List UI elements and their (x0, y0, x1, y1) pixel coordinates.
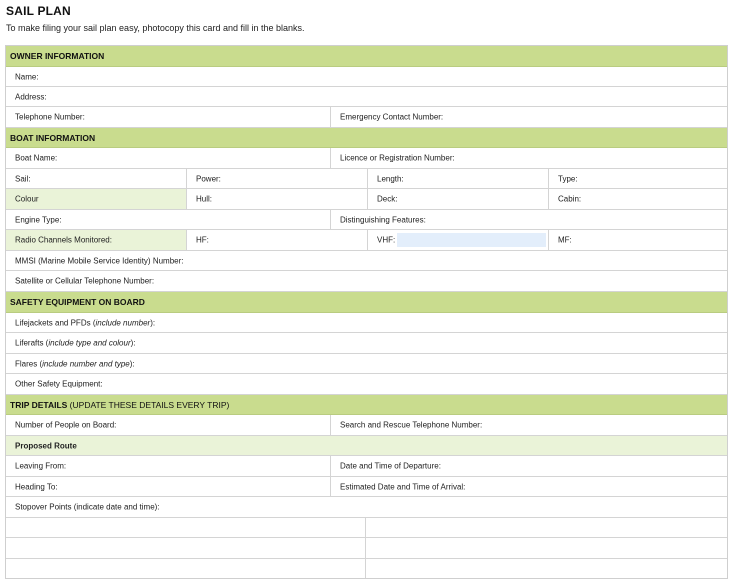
radio-channels-label: Radio Channels Monitored: (15, 235, 112, 245)
owner-name-field[interactable] (6, 67, 727, 87)
other-safety-field[interactable] (6, 374, 727, 395)
distinguishing-features-field[interactable] (330, 210, 727, 229)
vhf-input[interactable] (397, 233, 546, 247)
boat-name-field[interactable] (6, 148, 330, 168)
liferafts-label (15, 339, 136, 348)
boat-name-label: Boat Name: (15, 153, 58, 163)
heading-to-field[interactable] (6, 477, 330, 496)
hull-label: Hull: (196, 194, 213, 204)
leaving-from-label: Leaving From: (15, 461, 67, 471)
page-title: SAIL PLAN (6, 4, 71, 18)
departure-label: Date and Time of Departure: (340, 461, 441, 471)
flares-note: include number and type (42, 359, 130, 368)
stopover-blank-cell[interactable] (6, 538, 365, 558)
licence-field[interactable] (330, 148, 727, 168)
colour-label-cell (6, 189, 186, 209)
boat-information-title: BOAT INFORMATION (10, 132, 96, 143)
stopover-label: Stopover Points (indicate date and time): (15, 502, 160, 512)
hf-label: HF: (196, 235, 209, 245)
lifejackets-end: ): (150, 318, 156, 327)
colour-label: Colour (15, 194, 39, 204)
owner-telephone-row (6, 107, 727, 128)
stopover-blank-cell[interactable] (6, 518, 365, 537)
departure-field[interactable] (330, 456, 727, 476)
boat-name-row (6, 148, 727, 169)
sar-telephone-label: Search and Rescue Telephone Number: (340, 420, 483, 430)
engine-row (6, 210, 727, 230)
leaving-row (6, 456, 727, 477)
lifejackets-label (15, 318, 155, 327)
power-label: Power: (196, 174, 221, 183)
licence-label: Licence or Registration Number: (340, 153, 455, 163)
owner-address-field[interactable] (6, 87, 727, 107)
leaving-from-field[interactable] (6, 456, 330, 476)
deck-field[interactable] (367, 189, 548, 209)
flares-label (15, 359, 135, 368)
hf-field[interactable] (186, 230, 367, 250)
stopover-blank-row (6, 538, 727, 559)
deck-label: Deck: (377, 194, 398, 204)
flares-end: ): (129, 359, 135, 368)
lifejackets-note: include number (95, 318, 151, 327)
type-field[interactable] (548, 169, 727, 188)
proposed-route-label: Proposed Route (15, 441, 77, 450)
mmsi-label: MMSI (Marine Mobile Service Identity) Number: (15, 256, 184, 265)
liferafts-end: ): (130, 338, 136, 348)
safety-equipment-title: SAFETY EQUIPMENT ON BOARD (10, 297, 145, 307)
lifejackets-text: Lifejackets and PFDs ( (15, 318, 96, 327)
mf-label: MF: (558, 235, 572, 245)
cabin-field[interactable] (548, 189, 727, 209)
radio-row (6, 230, 727, 251)
flares-field[interactable] (6, 354, 727, 374)
mf-field[interactable] (548, 230, 727, 250)
trip-details-title (10, 400, 229, 410)
mmsi-field[interactable] (6, 251, 727, 271)
cabin-label: Cabin: (558, 194, 582, 204)
sail-label: Sail: (15, 174, 31, 183)
distinguishing-features-label: Distinguishing Features: (340, 215, 426, 224)
satellite-phone-field[interactable] (6, 271, 727, 292)
owner-information-title: OWNER INFORMATION (10, 51, 105, 61)
liferafts-text: Liferafts ( (15, 338, 49, 348)
owner-address-label: Address: (15, 92, 47, 101)
liferafts-note: include type and colour (48, 338, 131, 348)
owner-name-label: Name: (15, 72, 39, 81)
radio-channels-label-cell (6, 230, 186, 250)
length-field[interactable] (367, 169, 548, 188)
sail-field[interactable] (6, 169, 186, 188)
sail-plan-form (5, 45, 728, 579)
emergency-contact-field[interactable] (330, 107, 727, 127)
engine-type-field[interactable] (6, 210, 330, 229)
trip-details-text: TRIP DETAILS (10, 399, 68, 410)
emergency-contact-label: Emergency Contact Number: (340, 112, 444, 122)
proposed-route-header (6, 436, 727, 456)
page-subtitle: To make filing your sail plan easy, photocopy this card and fill in the blanks. (6, 23, 305, 33)
people-on-board-field[interactable] (6, 415, 330, 435)
boat-information-header (6, 128, 727, 148)
people-row (6, 415, 727, 436)
length-label: Length: (377, 174, 404, 183)
stopover-blank-row (6, 518, 727, 538)
other-safety-label: Other Safety Equipment: (15, 379, 103, 389)
safety-equipment-header (6, 292, 727, 313)
vhf-field-cell (367, 230, 548, 250)
liferafts-field[interactable] (6, 333, 727, 354)
colour-row (6, 189, 727, 210)
satellite-phone-label: Satellite or Cellular Telephone Number: (15, 276, 155, 286)
sar-telephone-field[interactable] (330, 415, 727, 435)
arrival-field[interactable] (330, 477, 727, 496)
vhf-label: VHF: (377, 235, 396, 245)
stopover-blank-cell[interactable] (365, 518, 727, 537)
trip-details-header (6, 395, 727, 415)
sail-power-row (6, 169, 727, 189)
people-on-board-label: Number of People on Board: (15, 420, 117, 430)
owner-information-header (6, 46, 727, 67)
stopover-field[interactable] (6, 497, 727, 518)
owner-telephone-field[interactable] (6, 107, 330, 127)
stopover-blank-cell[interactable] (365, 538, 727, 558)
stopover-blank-cell[interactable] (365, 559, 727, 578)
engine-type-label: Engine Type: (15, 215, 62, 224)
type-label: Type: (558, 174, 578, 183)
arrival-label: Estimated Date and Time of Arrival: (340, 482, 466, 491)
heading-row (6, 477, 727, 497)
lifejackets-field[interactable] (6, 313, 727, 333)
stopover-blank-row (6, 559, 727, 578)
hull-field[interactable] (186, 189, 367, 209)
stopover-blank-cell[interactable] (6, 559, 365, 578)
power-field[interactable] (186, 169, 367, 188)
heading-to-label: Heading To: (15, 482, 58, 491)
flares-text: Flares ( (15, 359, 43, 368)
owner-telephone-label: Telephone Number: (15, 112, 85, 122)
trip-details-note: (UPDATE THESE DETAILS EVERY TRIP) (67, 399, 230, 410)
